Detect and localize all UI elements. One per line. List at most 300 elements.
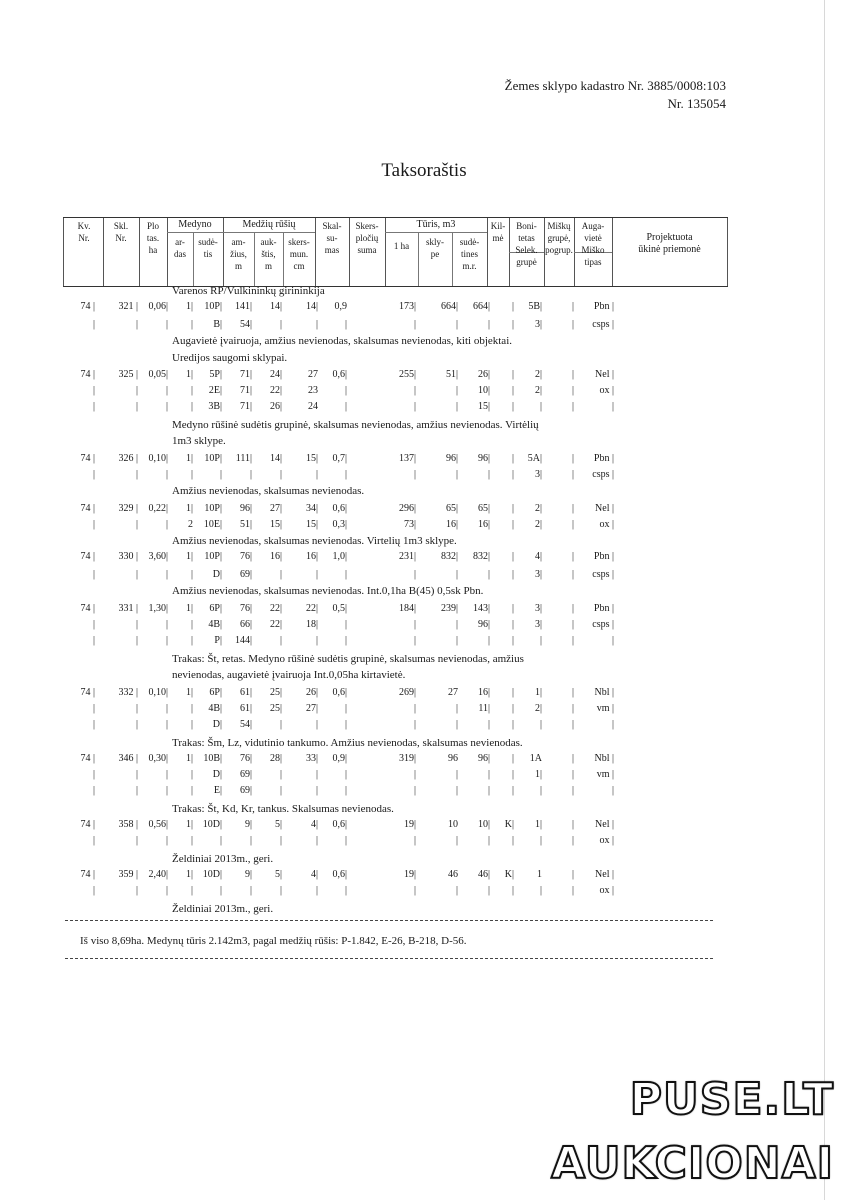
cell-mg: | (571, 885, 574, 896)
cell-tsud: | (487, 569, 490, 580)
cell-tsud: 143| (472, 603, 490, 614)
cell-am: 76| (239, 603, 252, 614)
cell-ardas: | (190, 319, 193, 330)
cell-ardas: 1| (185, 603, 193, 614)
cell-kv: 74 | (80, 453, 95, 464)
cell-mg: | (571, 301, 574, 312)
cell-auk: | (279, 319, 282, 330)
cell-aug: csps | (592, 469, 614, 480)
cell-tskl: 46 (448, 869, 458, 880)
cell-t1: 319| (398, 753, 416, 764)
cell-sk: 15| (305, 453, 318, 464)
cell-tskl: 27 (448, 687, 458, 698)
cell-sk: 26| (305, 687, 318, 698)
col-sudetis: sudė- tis (198, 237, 218, 259)
separator-top (65, 920, 713, 921)
cadastre-number: Žemes sklypo kadastro Nr. 3885/0008:103 (504, 78, 726, 93)
cell-skal: | (344, 719, 347, 730)
cell-aug: ox | (599, 519, 614, 530)
cell-aug: | (611, 635, 614, 646)
cell-plotas: | (165, 619, 168, 630)
cell-mg: | (571, 703, 574, 714)
cell-plotas: 3,60| (148, 551, 168, 562)
cell-auk: 14| (269, 301, 282, 312)
cell-mg: | (571, 819, 574, 830)
document-number: Nr. 135054 (667, 96, 726, 111)
cell-bon: | (539, 885, 542, 896)
cell-sud: | (219, 885, 222, 896)
cell-ardas: | (190, 885, 193, 896)
cell-tskl: 239| (440, 603, 458, 614)
cell-skal: | (344, 469, 347, 480)
cell-aug: Pbn | (593, 453, 614, 464)
cell-auk: 25| (269, 687, 282, 698)
separator-bottom (65, 958, 713, 959)
cell-skl: | (135, 835, 138, 846)
cell-mg: | (571, 785, 574, 796)
cell-aug: Pbn | (593, 603, 614, 614)
cell-mg: | (571, 369, 574, 380)
cell-sk: 16| (305, 551, 318, 562)
cell-skl: | (135, 703, 138, 714)
cell-ardas: 1| (185, 687, 193, 698)
table-header (63, 217, 728, 287)
cell-am: 51| (239, 519, 252, 530)
cell-kil: K| (504, 819, 514, 830)
cell-am: 96| (239, 503, 252, 514)
cell-mg: | (571, 635, 574, 646)
cell-ardas: | (190, 719, 193, 730)
cell-tskl: | (455, 885, 458, 896)
cell-am: 9| (244, 819, 252, 830)
cell-skl: | (135, 619, 138, 630)
cell-am: 111| (235, 453, 252, 464)
cell-sk: 33| (305, 753, 318, 764)
cell-sud: B| (213, 319, 222, 330)
cell-kv: 74 | (80, 603, 95, 614)
col-projektuota: Projektuota ūkinė priemonė (638, 232, 701, 255)
cell-kil: | (511, 453, 514, 464)
cell-aug: Nel | (595, 869, 614, 880)
cell-mg: | (571, 503, 574, 514)
cell-t1: 73| (403, 519, 416, 530)
cell-sud: D| (212, 769, 222, 780)
watermark-line1: PUSE.LT (629, 1074, 834, 1125)
cell-bon: 3| (534, 619, 542, 630)
cell-kv: 74 | (80, 687, 95, 698)
cell-tsud: | (487, 835, 490, 846)
cell-am: 144| (234, 635, 252, 646)
cell-kil: | (511, 503, 514, 514)
cell-sk: 15| (305, 519, 318, 530)
cell-sk: 23 (308, 385, 318, 396)
cell-sk: | (315, 835, 318, 846)
cell-kil: | (511, 753, 514, 764)
cell-skal: 0,3| (332, 519, 347, 530)
cell-auk: | (279, 635, 282, 646)
cell-tskl: | (455, 785, 458, 796)
cell-skal: 0,9 (334, 301, 347, 312)
cell-t1: | (413, 703, 416, 714)
cell-skl: | (135, 569, 138, 580)
cell-tskl: | (455, 385, 458, 396)
col-kv: Kv. Nr. (77, 221, 91, 243)
cell-kv: | (92, 885, 95, 896)
cell-kil: | (511, 551, 514, 562)
col-bonitetas: Boni- tetas Selek. grupė (515, 221, 538, 267)
cell-am: 71| (239, 385, 252, 396)
cell-kil: | (511, 619, 514, 630)
cell-tsud: | (487, 769, 490, 780)
cell-am: 76| (239, 753, 252, 764)
cell-sud: 5P| (209, 369, 222, 380)
cell-sk: 34| (305, 503, 318, 514)
cell-aug: Pbn | (593, 551, 614, 562)
cell-am: 69| (239, 569, 252, 580)
cell-aug: Nel | (595, 819, 614, 830)
cell-tsud: 96| (477, 453, 490, 464)
cell-am: | (249, 835, 252, 846)
cell-tskl: | (455, 769, 458, 780)
cell-sud: 10D| (202, 819, 222, 830)
cell-ardas: | (190, 619, 193, 630)
cell-skl: 358 | (118, 819, 138, 830)
cell-mg: | (571, 835, 574, 846)
cell-bon: 1A (529, 753, 542, 764)
cell-plotas: | (165, 835, 168, 846)
cell-am: 66| (239, 619, 252, 630)
cell-t1: | (413, 719, 416, 730)
cell-auk: | (279, 885, 282, 896)
cell-kv: | (92, 319, 95, 330)
cell-kil: K| (504, 869, 514, 880)
cell-kv: 74 | (80, 503, 95, 514)
cell-skl: | (135, 885, 138, 896)
cell-plotas: | (165, 719, 168, 730)
cell-tskl: | (455, 469, 458, 480)
cell-tskl: 664| (440, 301, 458, 312)
cell-sud: 10B| (203, 753, 222, 764)
cell-bon: 2| (534, 503, 542, 514)
cell-kil: | (511, 785, 514, 796)
cell-ardas: | (190, 769, 193, 780)
cell-bon: 4| (534, 551, 542, 562)
cell-auk: 27| (269, 503, 282, 514)
cell-sud: 10P| (204, 453, 222, 464)
cell-auk: | (279, 785, 282, 796)
cell-skl: | (135, 769, 138, 780)
cell-plotas: 0,56| (148, 819, 168, 830)
cell-t1: 184| (398, 603, 416, 614)
note-325: Medyno rūšinė sudėtis grupinė, skalsumas nevienodas, amžius nevienodas. Virtėlių (172, 419, 539, 431)
cell-bon: 1| (534, 769, 542, 780)
cell-plotas: | (165, 635, 168, 646)
cell-skal: 0,7| (332, 453, 347, 464)
cell-tskl: 10 (448, 819, 458, 830)
cell-tskl: | (455, 703, 458, 714)
cell-sk: 22| (305, 603, 318, 614)
cell-kv: | (92, 835, 95, 846)
cell-aug: | (611, 401, 614, 412)
cell-t1: 19| (403, 819, 416, 830)
cell-auk: | (279, 769, 282, 780)
cell-ardas: 1| (185, 369, 193, 380)
cell-tsud: | (487, 719, 490, 730)
cell-aug: csps | (592, 619, 614, 630)
cell-t1: | (413, 469, 416, 480)
cell-plotas: | (165, 785, 168, 796)
watermark-line2: AUKCIONAI (551, 1138, 834, 1189)
cell-tsud: 10| (477, 819, 490, 830)
cell-t1: | (413, 401, 416, 412)
cell-tsud: | (487, 469, 490, 480)
cell-skal: | (344, 703, 347, 714)
cell-am: 61| (239, 703, 252, 714)
cell-sk: | (315, 635, 318, 646)
cell-bon: 2| (534, 385, 542, 396)
cell-kil: | (511, 301, 514, 312)
cell-skal: | (344, 769, 347, 780)
cell-kil: | (511, 835, 514, 846)
cell-tskl: 96 (448, 753, 458, 764)
cell-mg: | (571, 401, 574, 412)
cell-kv: | (92, 785, 95, 796)
cell-ardas: 1| (185, 301, 193, 312)
cell-skal: | (344, 319, 347, 330)
cell-ardas: | (190, 469, 193, 480)
cell-aug: Nbl | (594, 687, 614, 698)
cell-tsud: 26| (477, 369, 490, 380)
col-medyno: Medyno (178, 219, 212, 230)
cell-t1: 255| (398, 369, 416, 380)
cell-kv: | (92, 385, 95, 396)
cell-kv: 74 | (80, 819, 95, 830)
cell-auk: 22| (269, 603, 282, 614)
cell-mg: | (571, 453, 574, 464)
cell-bon: | (539, 635, 542, 646)
cell-sk: 14| (305, 301, 318, 312)
col-turis-1ha: 1 ha (393, 241, 410, 251)
cell-skl: | (135, 519, 138, 530)
cell-bon: 5B| (528, 301, 542, 312)
cell-plotas: 0,10| (148, 453, 168, 464)
cell-aug: ox | (599, 385, 614, 396)
cell-plotas: 0,22| (148, 503, 168, 514)
cell-kv: 74 | (80, 753, 95, 764)
cell-plotas: 1,30| (148, 603, 168, 614)
summary-total: Iš viso 8,69ha. Medynų tūris 2.142m3, pagal medžių rūšis: P-1.842, E-26, B-218, D-56. (80, 935, 467, 947)
cell-mg: | (571, 519, 574, 530)
cell-sud: 3B| (208, 401, 222, 412)
cell-t1: | (413, 635, 416, 646)
cell-plotas: | (165, 519, 168, 530)
cell-kv: 74 | (80, 551, 95, 562)
cell-kv: | (92, 519, 95, 530)
col-aukstis: auk- štis, m (260, 237, 277, 271)
cell-skal: | (344, 785, 347, 796)
cell-am: 69| (239, 769, 252, 780)
col-medziu-rusiu: Medžių rūšių (242, 219, 296, 230)
cell-sud: 2E| (208, 385, 222, 396)
cell-ardas: 1| (185, 819, 193, 830)
cell-aug: Nbl | (594, 753, 614, 764)
cell-auk: 16| (269, 551, 282, 562)
cell-tskl: 96| (445, 453, 458, 464)
note-358: Želdiniai 2013m., geri. (172, 853, 274, 865)
cell-plotas: | (165, 769, 168, 780)
cell-kv: | (92, 635, 95, 646)
cell-aug: | (611, 719, 614, 730)
cell-sk: | (315, 319, 318, 330)
cell-skal: | (344, 385, 347, 396)
cell-t1: | (413, 319, 416, 330)
cell-skl: | (135, 385, 138, 396)
cell-bon: 1 (537, 869, 542, 880)
cell-ardas: | (190, 635, 193, 646)
cell-t1: | (413, 569, 416, 580)
cell-auk: 5| (274, 819, 282, 830)
cell-sud: 4B| (208, 703, 222, 714)
cell-kv: | (92, 469, 95, 480)
cell-bon: 3| (534, 319, 542, 330)
cell-sud: P| (214, 635, 222, 646)
cell-plotas: 0,06| (148, 301, 168, 312)
cell-t1: 296| (398, 503, 416, 514)
cell-skal: | (344, 835, 347, 846)
cell-tskl: | (455, 401, 458, 412)
cell-tskl: | (455, 635, 458, 646)
col-ardas: ar- das (174, 237, 186, 259)
cell-auk: 28| (269, 753, 282, 764)
cell-bon: | (539, 719, 542, 730)
cell-aug: vm | (596, 703, 614, 714)
cell-tsud: 664| (472, 301, 490, 312)
cell-ardas: 2 (188, 519, 193, 530)
col-augaviete: Auga- vietė Miško tipas (581, 221, 605, 267)
cell-tskl: | (455, 835, 458, 846)
cell-mg: | (571, 869, 574, 880)
cell-bon: 2| (534, 369, 542, 380)
cell-am: | (249, 885, 252, 896)
cell-t1: 173| (398, 301, 416, 312)
cell-auk: 25| (269, 703, 282, 714)
cell-ardas: 1| (185, 753, 193, 764)
cell-tsud: 96| (477, 753, 490, 764)
cell-auk: 22| (269, 385, 282, 396)
cell-mg: | (571, 319, 574, 330)
cell-am: | (249, 469, 252, 480)
cell-mg: | (571, 769, 574, 780)
cell-tskl: | (455, 319, 458, 330)
cell-aug: Nel | (595, 503, 614, 514)
cell-tsud: 65| (477, 503, 490, 514)
cell-bon: | (539, 835, 542, 846)
cell-auk: 22| (269, 619, 282, 630)
note-331b: nevienodas, augavietė įvairuoja Int.0,05ha kirtavietė. (172, 669, 406, 681)
cell-auk: 26| (269, 401, 282, 412)
cell-plotas: | (165, 385, 168, 396)
cell-skl: 332 | (118, 687, 138, 698)
cell-plotas: 2,40| (148, 869, 168, 880)
cell-kil: | (511, 885, 514, 896)
cell-kil: | (511, 703, 514, 714)
cell-kil: | (511, 603, 514, 614)
cell-tskl: 65| (445, 503, 458, 514)
cell-sud: 6P| (209, 687, 222, 698)
cell-aug: Nel | (595, 369, 614, 380)
cell-sud: | (219, 835, 222, 846)
cell-skal: | (344, 885, 347, 896)
cell-tskl: | (455, 619, 458, 630)
cell-tsud: 10| (477, 385, 490, 396)
cell-tsud: 832| (472, 551, 490, 562)
note-331: Trakas: Št, retas. Medyno rūšinė sudėtis grupinė, skalsumas nevienodas, amžius (172, 653, 524, 665)
cell-skl: 326 | (118, 453, 138, 464)
cell-bon: 2| (534, 519, 542, 530)
cell-tskl: 51| (445, 369, 458, 380)
cell-ardas: 1| (185, 453, 193, 464)
cell-skal: 0,6| (332, 369, 347, 380)
cell-aug: vm | (596, 769, 614, 780)
cell-ardas: | (190, 569, 193, 580)
cell-kil: | (511, 369, 514, 380)
cell-plotas: 0,05| (148, 369, 168, 380)
cell-t1: | (413, 785, 416, 796)
cell-kil: | (511, 569, 514, 580)
cell-t1: 19| (403, 869, 416, 880)
cell-skl: | (135, 719, 138, 730)
cell-kv: 74 | (80, 369, 95, 380)
cell-tskl: | (455, 719, 458, 730)
cell-sud: 10P| (204, 551, 222, 562)
cell-sud: 10E| (203, 519, 222, 530)
cell-t1: | (413, 835, 416, 846)
cell-skal: 0,6| (332, 687, 347, 698)
cell-skal: | (344, 635, 347, 646)
note-359: Želdiniai 2013m., geri. (172, 903, 274, 915)
cell-sud: 4B| (208, 619, 222, 630)
note-321: Augavietė įvairuoja, amžius nevienodas, skalsumas nevienodas, kiti objektai. (172, 335, 512, 347)
cell-mg: | (571, 469, 574, 480)
cell-kv: | (92, 719, 95, 730)
cell-tsud: | (487, 885, 490, 896)
note-329: Amžius nevienodas, skalsumas nevienodas. Virtelių 1m3 sklype. (172, 535, 457, 547)
cell-t1: 231| (398, 551, 416, 562)
cell-mg: | (571, 753, 574, 764)
note-321b: Uredijos saugomi sklypai. (172, 352, 288, 364)
col-skersmuo: skers- mun. cm (288, 237, 310, 271)
cell-sk: | (315, 569, 318, 580)
cell-sud: D| (212, 569, 222, 580)
cell-tsud: 15| (477, 401, 490, 412)
cell-auk: 5| (274, 869, 282, 880)
cell-am: 9| (244, 869, 252, 880)
cell-mg: | (571, 603, 574, 614)
cell-plotas: | (165, 401, 168, 412)
cell-am: 61| (239, 687, 252, 698)
cell-skal: 0,9| (332, 753, 347, 764)
cell-ardas: | (190, 703, 193, 714)
col-plotas: Plo tas. ha (146, 221, 160, 255)
cell-skal: 0,6| (332, 869, 347, 880)
cell-kil: | (511, 385, 514, 396)
cell-aug: | (611, 785, 614, 796)
cell-ardas: | (190, 785, 193, 796)
col-kilme: Kil- mė (490, 221, 506, 243)
cell-sk: | (315, 785, 318, 796)
cell-kv: 74 | (80, 869, 95, 880)
cell-kv: | (92, 569, 95, 580)
